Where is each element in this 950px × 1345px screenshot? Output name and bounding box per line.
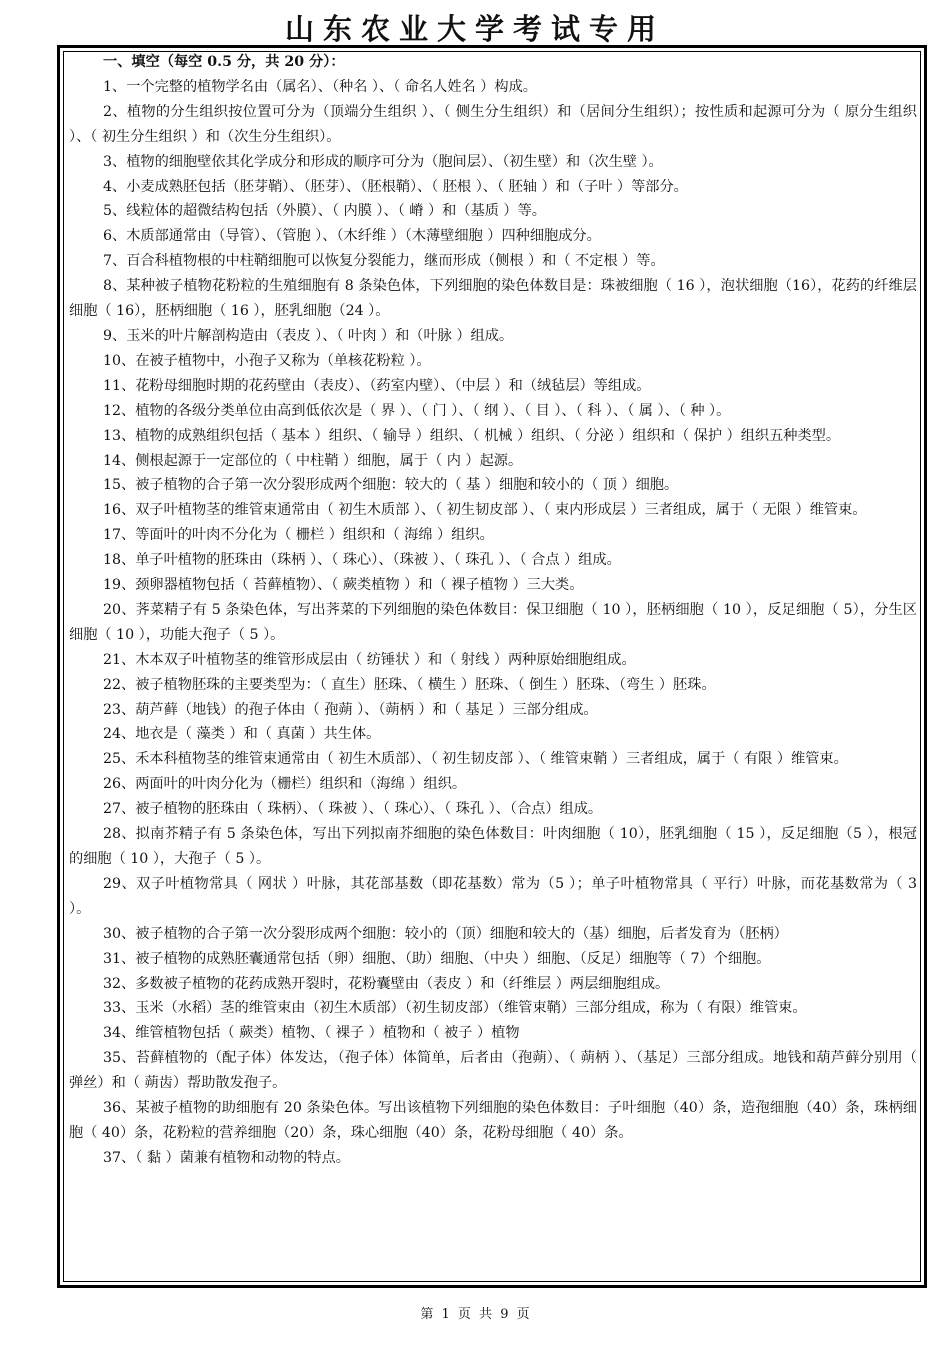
question-list bbox=[69, 50, 917, 1171]
question-item: 24、地衣是（ 藻类 ）和（ 真菌 ）共生体。 bbox=[103, 726, 381, 743]
question-item: 29、双子叶植物常具（ 网状 ）叶脉，其花部基数（即花基数）常为（5 ）；单子叶植物常具（ 平行）叶脉，而花基数常为（ 3 ）。 bbox=[69, 875, 917, 917]
question-item: 13、植物的成熟组织包括（ 基本 ）组织、（ 输导 ）组织、（ 机械 ）组织、（ 分泌 ）组织和（ 保护 ）组织五种类型。 bbox=[103, 427, 841, 444]
question-item: 20、荠菜精子有 5 条染色体，写出荠菜的下列细胞的染色体数目：保卫细胞（ 10 ），胚柄细胞（ 10 ），反足细胞（ 5），分生区细胞（ 10 ），功能大孢子（ 5 ）。 bbox=[69, 601, 917, 643]
question-item: 32、多数被子植物的花药成熟开裂时，花粉囊壁由（表皮 ）和（纤维层 ）两层细胞组成。 bbox=[103, 975, 670, 992]
question-item: 3、植物的细胞壁依其化学成分和形成的顺序可分为（胞间层）、（初生壁）和（次生壁 ）。 bbox=[103, 153, 663, 170]
question-item: 6、木质部通常由（导管）、（管胞 ）、（木纤维 ）（木薄壁细胞 ）四种细胞成分。 bbox=[103, 228, 601, 245]
question-item: 17、等面叶的叶肉不分化为（ 栅栏 ）组织和（ 海绵 ）组织。 bbox=[103, 527, 494, 544]
question-item: 28、拟南芥精子有 5 条染色体，写出下列拟南芥细胞的染色体数目：叶肉细胞（ 10），胚乳细胞（ 15 ），反足细胞（5 ），根冠的细胞（ 10 ），大孢子（ 5 ）。 bbox=[69, 826, 917, 867]
question-item: 31、被子植物的成熟胚囊通常包括（卵）细胞、（助）细胞、（中央 ）细胞、（反足）细胞等（ 7）个细胞。 bbox=[103, 950, 771, 967]
question-item: 14、侧根起源于一定部位的（ 中柱鞘 ）细胞，属于（ 内 ）起源。 bbox=[103, 452, 523, 469]
question-item: 22、被子植物胚珠的主要类型为：（ 直生）胚珠、（ 横生 ）胚珠、（ 倒生 ）胚珠、（弯生 ）胚珠。 bbox=[103, 676, 716, 693]
exam-header-title: 山东农业大学考试专用 bbox=[284, 12, 665, 46]
question-item: 1、一个完整的植物学名由（属名）、（种名 ）、（ 命名人姓名 ）构成。 bbox=[103, 78, 537, 95]
question-item: 34、维管植物包括（ 蕨类）植物、（ 裸子 ）植物和（ 被子 ）植物 bbox=[103, 1025, 520, 1042]
question-item: 9、玉米的叶片解剖构造由（表皮 ）、（ 叶肉 ）和（叶脉 ）组成。 bbox=[103, 327, 514, 344]
question-item: 23、葫芦藓（地钱）的孢子体由（ 孢蒴 ）、（蒴柄 ）和（ 基足 ）三部分组成。 bbox=[103, 701, 598, 718]
question-item: 7、百合科植物根的中柱鞘细胞可以恢复分裂能力，继而形成（侧根 ）和（ 不定根 ）等。 bbox=[103, 253, 665, 270]
question-item: 21、木本双子叶植物茎的维管形成层由（ 纺锤状 ）和（ 射线 ）两种原始细胞组成。 bbox=[103, 651, 636, 668]
question-item: 8、某种被子植物花粉粒的生殖细胞有 8 条染色体，下列细胞的染色体数目是：珠被细胞（ 16 ），泡状细胞（16），花药的纤维层细胞（ 16），胚柄细胞（ 16 ），胚乳细胞（24 ）。 bbox=[69, 278, 917, 320]
question-item: 4、小麦成熟胚包括（胚芽鞘）、（胚芽）、（胚根鞘）、（ 胚根 ）、（ 胚轴 ）和（子叶 ）等部分。 bbox=[103, 178, 688, 195]
question-item: 30、被子植物的合子第一次分裂形成两个细胞：较小的（顶）细胞和较大的（基）细胞，后者发育为（胚柄） bbox=[103, 925, 788, 942]
question-item: 36、某被子植物的助细胞有 20 条染色体。写出该植物下列细胞的染色体数目：子叶细胞（40）条，造孢细胞（40）条，珠柄细胞（ 40）条，花粉粒的营养细胞（20）条，珠心细胞（40）条，花粉母细胞（ 40）条。 bbox=[69, 1100, 917, 1141]
question-item: 19、颈卵器植物包括（ 苔藓植物）、（ 蕨类植物 ）和（ 裸子植物 ）三大类。 bbox=[103, 577, 584, 594]
question-item: 5、线粒体的超微结构包括（外膜）、（ 内膜 ）、（ 嵴 ）和（基质 ）等。 bbox=[103, 203, 546, 220]
question-item: 26、两面叶的叶肉分化为（栅栏）组织和（海绵 ）组织。 bbox=[103, 776, 467, 793]
question-item: 35、苔藓植物的（配子体）体发达，（孢子体）体简单，后者由（孢蒴）、（ 蒴柄 ）、（基足）三部分组成。地钱和葫芦藓分别用（ 弹丝）和（ 蒴齿）帮助散发孢子。 bbox=[69, 1050, 917, 1092]
question-item: 11、花粉母细胞时期的花药壁由（表皮）、（药室内壁）、（中层 ）和（绒毡层）等组成。 bbox=[103, 377, 651, 394]
page-number: 第 1 页 共 9 页 bbox=[420, 1307, 530, 1322]
question-item: 25、禾本科植物茎的维管束通常由（ 初生木质部）、（ 初生韧皮部 ）、（ 维管束鞘 ）三者组成，属于（ 有限 ）维管束。 bbox=[103, 751, 848, 768]
question-item: 37、（ 黏 ）菌兼有植物和动物的特点。 bbox=[103, 1149, 350, 1166]
question-item: 10、在被子植物中，小孢子又称为（单核花粉粒 ）。 bbox=[103, 352, 431, 369]
question-item: 12、植物的各级分类单位由高到低依次是（ 界 ）、（ 门 ）、（ 纲 ）、（ 目 ）、（ 科 ）、（ 属 ）、（ 种 ）。 bbox=[103, 402, 731, 419]
question-item: 15、被子植物的合子第一次分裂形成两个细胞：较大的（ 基 ）细胞和较小的（ 顶 ）细胞。 bbox=[103, 477, 679, 494]
question-item: 16、双子叶植物茎的维管束通常由（ 初生木质部 ）、（ 初生韧皮部 ）、（ 束内形成层 ）三者组成，属于（ 无限 ）维管束。 bbox=[103, 502, 867, 519]
section-heading: 一、填空（每空 0.5 分，共 20 分）： bbox=[103, 54, 345, 70]
question-item: 27、被子植物的胚珠由（ 珠柄）、（ 珠被 ）、（ 珠心）、（ 珠孔 ）、（合点）组成。 bbox=[103, 801, 603, 818]
question-item: 2、植物的分生组织按位置可分为（顶端分生组织 ）、（ 侧生分生组织）和（居间分生组织）；按性质和起源可分为（ 原分生组织 ）、（ 初生分生组织 ）和（次生分生组织）。 bbox=[69, 103, 917, 145]
question-item: 18、单子叶植物的胚珠由（珠柄 ）、（ 珠心）、（珠被 ）、（ 珠孔 ）、（ 合点 ）组成。 bbox=[103, 552, 621, 569]
question-item: 33、玉米（水稻）茎的维管束由（初生木质部）（初生韧皮部）（维管束鞘）三部分组成，称为（ 有限）维管束。 bbox=[103, 1000, 807, 1017]
